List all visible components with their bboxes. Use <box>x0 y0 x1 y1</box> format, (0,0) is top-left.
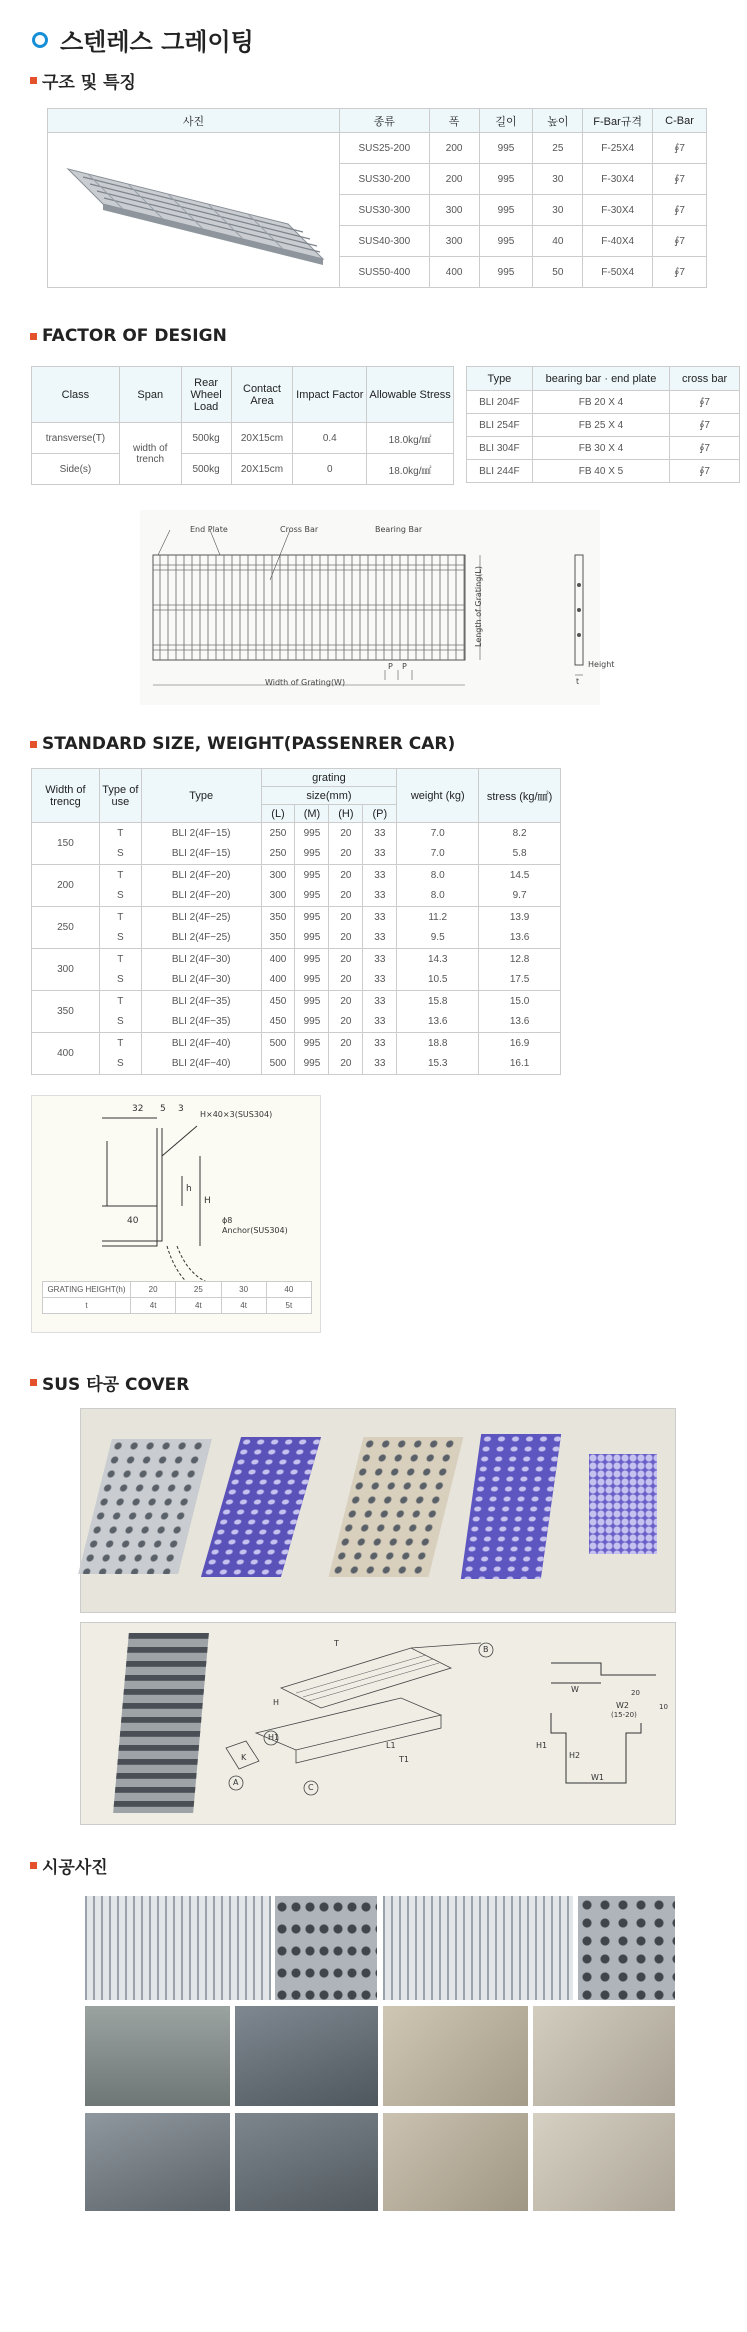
label-H2: H2 <box>569 1751 581 1760</box>
construction-photo-grid <box>85 1896 675 2211</box>
table-cell: 350 <box>261 907 295 928</box>
label-T1: T1 <box>399 1755 409 1764</box>
table-cell: 7.0 <box>397 823 479 844</box>
height-label: Height <box>588 660 615 669</box>
t-label: t <box>576 677 580 686</box>
table-cell: 12.8 <box>479 949 561 970</box>
table-cell: 11.2 <box>397 907 479 928</box>
label-L1: L1 <box>386 1741 396 1750</box>
table-cell: BLI 2(4F−25) <box>141 928 261 949</box>
table-row <box>32 865 561 886</box>
table-cell: 995 <box>295 1054 329 1075</box>
construction-photo <box>533 2006 675 2106</box>
table-cell: 5.8 <box>479 844 561 865</box>
cross-bar-label: Cross Bar <box>280 525 319 534</box>
width-label: Width of Grating(W) <box>265 678 346 687</box>
table-cell: 20 <box>329 823 363 844</box>
label-A: A <box>233 1778 239 1787</box>
trench-width-cell: 350 <box>32 991 100 1033</box>
construction-photo <box>533 2113 675 2211</box>
table-cell: 300 <box>261 865 295 886</box>
table-cell: 20 <box>329 1012 363 1033</box>
square-bullet-icon <box>30 77 37 84</box>
label-10: 10 <box>659 1703 668 1711</box>
anchor-label: Anchor(SUS304) <box>222 1226 288 1235</box>
table-cell: 8.0 <box>397 886 479 907</box>
p-label-2: P <box>402 662 407 671</box>
label-w2-range: (15-20) <box>611 1711 637 1719</box>
construction-photo <box>383 2113 528 2211</box>
table-row <box>32 1054 561 1075</box>
table-cell: 13.6 <box>479 928 561 949</box>
table-row <box>32 907 561 928</box>
label-H: H <box>273 1698 280 1707</box>
table-cell: 16.1 <box>479 1054 561 1075</box>
table-cell: 15.0 <box>479 991 561 1012</box>
section-title-cover: SUS 타공 COVER <box>30 1370 189 1395</box>
cover-panel-5 <box>589 1454 657 1554</box>
table-cell: T <box>99 907 141 928</box>
table-cell: 13.9 <box>479 907 561 928</box>
table-cell: T <box>99 1033 141 1054</box>
table-cell: 9.5 <box>397 928 479 949</box>
trench-width-cell: 200 <box>32 865 100 907</box>
table-row <box>32 1033 561 1054</box>
construction-photo <box>383 1896 573 2000</box>
table-cell: 995 <box>295 907 329 928</box>
table-cell: 995 <box>295 991 329 1012</box>
label-20: 20 <box>631 1689 640 1697</box>
table-cell: 33 <box>363 865 397 886</box>
table-cell: 33 <box>363 970 397 991</box>
table-cell: 500 <box>261 1033 295 1054</box>
anchor-drawing <box>31 1095 321 1333</box>
table-cell: S <box>99 928 141 949</box>
label-W1: W1 <box>591 1773 604 1782</box>
page-title: 스텐레스 그레이팅 <box>32 22 254 57</box>
square-bullet-icon <box>30 1379 37 1386</box>
table-cell: 8.2 <box>479 823 561 844</box>
table-cell: T <box>99 823 141 844</box>
square-bullet-icon <box>30 333 37 340</box>
table-cell: 33 <box>363 823 397 844</box>
table-cell: 995 <box>295 949 329 970</box>
table-cell: 350 <box>261 928 295 949</box>
bar-table: Type bearing bar · end plate cross bar BLI 204F FB 20 X 4 ∮7 BLI 254F FB 25 X 4 ∮7 BLI 304F FB 30 X 4 ∮7 BLI 244F FB 40 X 5 ∮7 <box>466 366 740 483</box>
table-cell: 13.6 <box>397 1012 479 1033</box>
table-cell: 450 <box>261 991 295 1012</box>
p-label-1: P <box>388 662 393 671</box>
table-cell: 33 <box>363 1012 397 1033</box>
cover-photo-panel <box>80 1408 676 1613</box>
table-cell: 20 <box>329 886 363 907</box>
table-cell: 13.6 <box>479 1012 561 1033</box>
standard-size-table: Width of trencg Type of use Type grating weight (kg) stress (kg/㎟) size(mm) (L) (M) (H) (P) 150 T BLI 2(4F−15) 250 995 20 33 7.0 8.2 S BLI 2(4F−15) 250 995 20 33 7.0 5.8 200 T BLI 2(4F−20) 300 995 20 33 8.0 14.5 S BLI 2(4F−20) 300 995 20 33 8.0 9.7 250 T BLI 2(4F−25) 350 995 20 33 11.2 13.9 S BLI 2(4F−25) 350 995 20 33 9.5 13.6 300 T BLI 2(4F−30) 400 995 20 33 14.3 12.8 S BLI 2(4F−30) 400 995 20 33 10.5 17.5 350 T BLI 2(4F−35) 450 995 20 33 15.8 15.0 S BLI 2(4F−35) 450 995 20 33 13.6 13.6 400 T BLI 2(4F−40) 500 995 20 33 18.8 16.9 S BLI 2(4F−40) 500 995 20 33 15.3 16.1 <box>31 768 561 1075</box>
table-cell: 995 <box>295 823 329 844</box>
table-row <box>32 1012 561 1033</box>
table-cell: 250 <box>261 844 295 865</box>
table-cell: 17.5 <box>479 970 561 991</box>
table-cell: BLI 2(4F−35) <box>141 1012 261 1033</box>
table-cell: 20 <box>329 928 363 949</box>
table-cell: 33 <box>363 1054 397 1075</box>
label-B: B <box>483 1645 489 1654</box>
table-cell: T <box>99 865 141 886</box>
table-cell: BLI 2(4F−40) <box>141 1054 261 1075</box>
table-row <box>32 928 561 949</box>
table-row <box>32 949 561 970</box>
table-cell: 15.3 <box>397 1054 479 1075</box>
table-cell: 995 <box>295 1012 329 1033</box>
cover-panel-4 <box>461 1434 561 1579</box>
table-cell: 450 <box>261 1012 295 1033</box>
table-cell: 10.5 <box>397 970 479 991</box>
table-cell: S <box>99 886 141 907</box>
table-cell: 18.8 <box>397 1033 479 1054</box>
end-plate-label: End Plate <box>190 525 228 534</box>
table-cell: 20 <box>329 1054 363 1075</box>
table-cell: 33 <box>363 1033 397 1054</box>
design-table: Class Span Rear Wheel Load Contact Area Impact Factor Allowable Stress transverse(T) width of trench 500kg 20X15cm 0.4 18.0kg/㎟ Side(s) 500kg 20X15cm 0 18.0kg/㎟ <box>31 366 454 485</box>
table-cell: 33 <box>363 907 397 928</box>
table-cell: 300 <box>261 886 295 907</box>
table-cell: 33 <box>363 991 397 1012</box>
table-cell: 995 <box>295 1033 329 1054</box>
table-cell: BLI 2(4F−40) <box>141 1033 261 1054</box>
table-cell: 250 <box>261 823 295 844</box>
table-cell: 33 <box>363 886 397 907</box>
table-cell: 995 <box>295 970 329 991</box>
dim-32: 32 <box>132 1104 144 1114</box>
dim-40: 40 <box>127 1216 139 1226</box>
table-cell: BLI 2(4F−20) <box>141 865 261 886</box>
table-cell: T <box>99 949 141 970</box>
length-label: Length of Grating(L) <box>474 566 483 647</box>
table-cell: T <box>99 991 141 1012</box>
table-cell: BLI 2(4F−35) <box>141 991 261 1012</box>
table-row <box>32 991 561 1012</box>
trench-width-cell: 400 <box>32 1033 100 1075</box>
bearing-bar-label: Bearing Bar <box>375 525 423 534</box>
table-cell: 14.5 <box>479 865 561 886</box>
table-cell: S <box>99 844 141 865</box>
table-cell: 7.0 <box>397 844 479 865</box>
table-cell: 20 <box>329 844 363 865</box>
dim-5: 5 <box>160 1104 166 1114</box>
table-cell: S <box>99 1054 141 1075</box>
grating-height-table: GRATING HEIGHT(h) 20 25 30 40 t 4t 4t 4t 5t <box>42 1281 312 1314</box>
table-cell: BLI 2(4F−30) <box>141 949 261 970</box>
table-cell: 20 <box>329 865 363 886</box>
grating-photo-icon <box>58 139 328 279</box>
label-W2: W2 <box>616 1701 629 1710</box>
table-cell: 995 <box>295 865 329 886</box>
section-title-standard: STANDARD SIZE, WEIGHT(PASSENRER CAR) <box>30 734 455 754</box>
label-W: W <box>571 1685 579 1694</box>
dim-h: h <box>186 1184 192 1194</box>
label-C: C <box>308 1783 314 1792</box>
section-title-photos: 시공사진 <box>30 1853 108 1878</box>
label-K: K <box>241 1753 247 1762</box>
construction-photo <box>275 1896 377 2000</box>
table-cell: 400 <box>261 949 295 970</box>
cover-drawing-panel <box>80 1622 676 1825</box>
table-cell: S <box>99 1012 141 1033</box>
cover-panel-3 <box>329 1437 464 1577</box>
construction-photo <box>85 2006 230 2106</box>
table-row <box>32 886 561 907</box>
cover-panel-1 <box>78 1439 212 1574</box>
construction-photo <box>235 2113 378 2211</box>
construction-photo <box>85 2113 230 2211</box>
trench-width-cell: 150 <box>32 823 100 865</box>
table-cell: BLI 2(4F−20) <box>141 886 261 907</box>
cover-assembly-icon <box>81 1623 677 1826</box>
table-cell: BLI 2(4F−15) <box>141 823 261 844</box>
table-cell: BLI 2(4F−30) <box>141 970 261 991</box>
table-cell: 995 <box>295 844 329 865</box>
table-cell: 400 <box>261 970 295 991</box>
table-cell: 995 <box>295 886 329 907</box>
label-T: T <box>334 1639 339 1648</box>
table-cell: BLI 2(4F−15) <box>141 844 261 865</box>
grating-drawing <box>140 510 615 705</box>
square-bullet-icon <box>30 1862 37 1869</box>
table-cell: BLI 2(4F−25) <box>141 907 261 928</box>
construction-photo <box>235 2006 378 2106</box>
table-cell: 33 <box>363 949 397 970</box>
cover-panel-2 <box>201 1437 321 1577</box>
dim-H: H <box>204 1196 211 1206</box>
table-cell: S <box>99 970 141 991</box>
circle-bullet-icon <box>32 32 48 48</box>
construction-photo <box>578 1896 675 2000</box>
section-title-design: FACTOR OF DESIGN <box>30 326 227 346</box>
table-row <box>32 844 561 865</box>
label-H1-a: H1 <box>268 1733 280 1742</box>
table-row <box>32 823 561 844</box>
trench-width-cell: 300 <box>32 949 100 991</box>
phi-label: ϕ8 <box>222 1216 233 1225</box>
trench-width-cell: 250 <box>32 907 100 949</box>
product-photo <box>48 133 340 288</box>
table-row <box>32 970 561 991</box>
table-cell: 9.7 <box>479 886 561 907</box>
section-title-features: 구조 및 특징 <box>30 68 136 93</box>
angle-spec-label: H×40×3(SUS304) <box>200 1110 273 1119</box>
dim-3: 3 <box>178 1104 184 1114</box>
square-bullet-icon <box>30 741 37 748</box>
table-cell: 33 <box>363 844 397 865</box>
table-cell: 20 <box>329 991 363 1012</box>
table-cell: 16.9 <box>479 1033 561 1054</box>
table-cell: 33 <box>363 928 397 949</box>
construction-photo <box>85 1896 271 2000</box>
table-cell: 20 <box>329 949 363 970</box>
table-cell: 995 <box>295 928 329 949</box>
table-cell: 14.3 <box>397 949 479 970</box>
table-cell: 20 <box>329 970 363 991</box>
label-H1-b: H1 <box>536 1741 548 1750</box>
table-cell: 8.0 <box>397 865 479 886</box>
table-cell: 500 <box>261 1054 295 1075</box>
product-table: 사진 종류 폭 길이 높이 F-Bar규격 C-Bar SUS25-200 200 995 25 F-25X4 ∮7 SUS30-200 200 995 30 F-30X4 ∮7 SUS30-300 300 995 30 F-30X4 ∮7 SUS40-300 300 995 40 F-40X4 ∮7 SUS50-400 400 995 50 F-50X4 ∮7 <box>47 108 707 288</box>
table-cell: 20 <box>329 907 363 928</box>
construction-photo <box>383 2006 528 2106</box>
table-cell: 20 <box>329 1033 363 1054</box>
grating-plan-icon <box>140 510 600 705</box>
table-cell: 15.8 <box>397 991 479 1012</box>
